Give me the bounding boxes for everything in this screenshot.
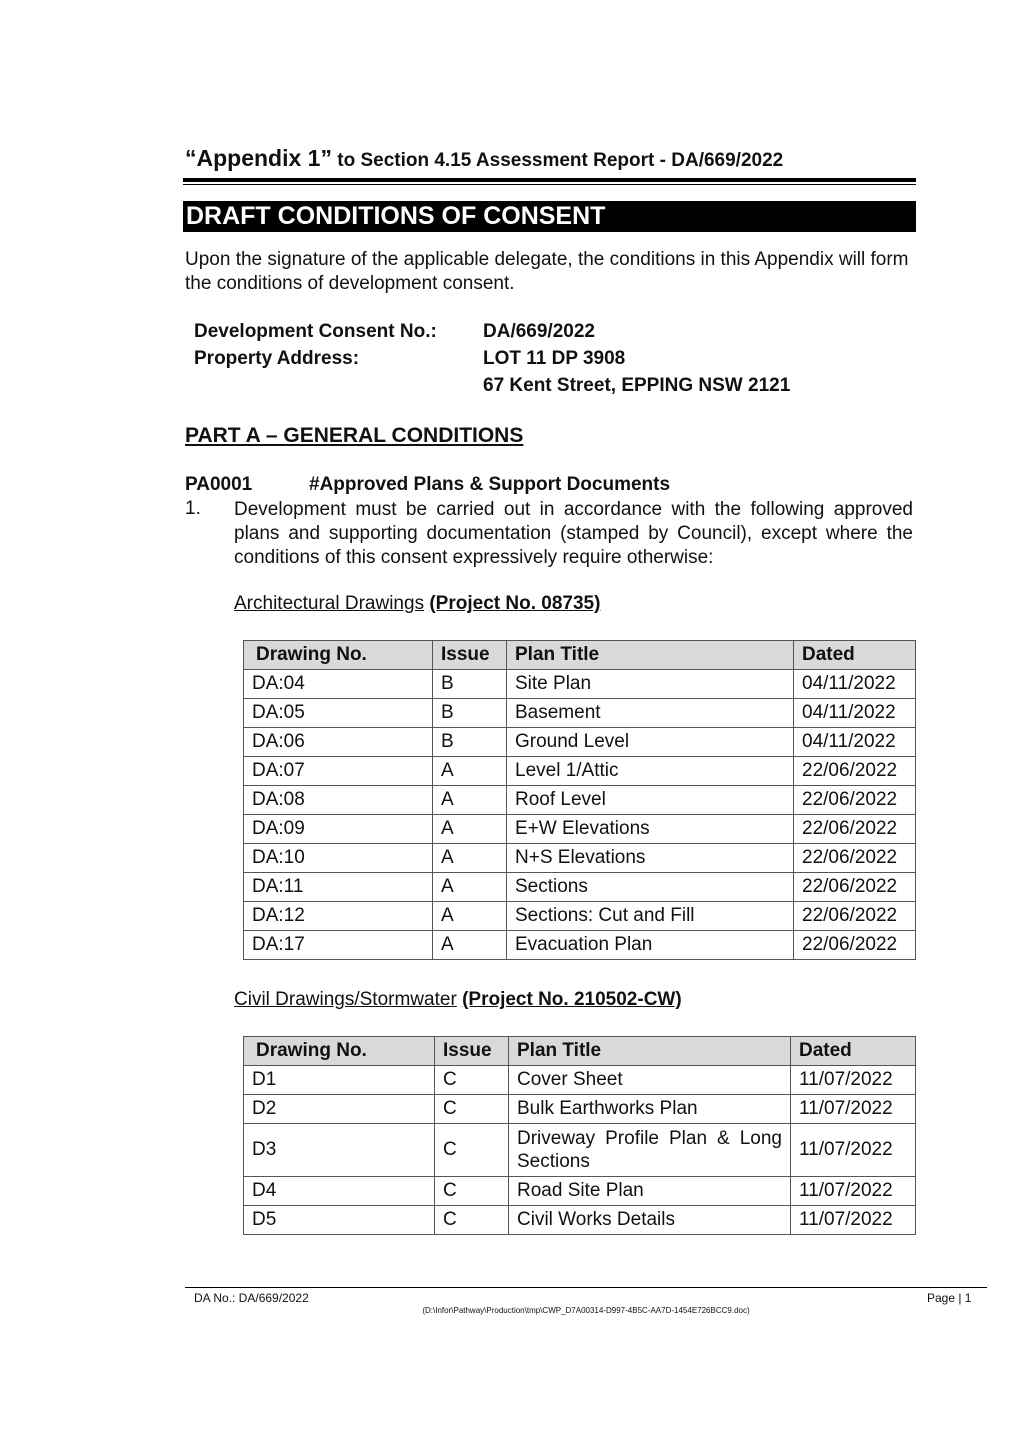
column-header: Drawing No. bbox=[244, 1037, 435, 1066]
dated: 22/06/2022 bbox=[794, 902, 916, 931]
header-rule-thick bbox=[183, 178, 916, 182]
plan-title: N+S Elevations bbox=[507, 844, 794, 873]
issue: A bbox=[433, 902, 507, 931]
property-address-label: Property Address: bbox=[194, 348, 360, 369]
drawing-no: D1 bbox=[244, 1066, 435, 1095]
dated: 11/07/2022 bbox=[791, 1206, 916, 1235]
footer-da-number: DA No.: DA/669/2022 bbox=[194, 1291, 309, 1305]
drawing-no: DA:11 bbox=[244, 873, 433, 902]
column-header: Dated bbox=[791, 1037, 916, 1066]
condition-title: #Approved Plans & Support Documents bbox=[309, 474, 671, 495]
issue: A bbox=[433, 815, 507, 844]
issue: C bbox=[435, 1066, 509, 1095]
column-header: Issue bbox=[433, 641, 507, 670]
civil-drawings-table bbox=[243, 1036, 916, 1235]
civil-project: (Project No. 210502-CW) bbox=[462, 989, 682, 1010]
appendix-header bbox=[185, 145, 915, 172]
table-row bbox=[244, 757, 916, 786]
plan-title: Cover Sheet bbox=[509, 1066, 791, 1095]
dated: 22/06/2022 bbox=[794, 873, 916, 902]
dated: 22/06/2022 bbox=[794, 844, 916, 873]
property-address-line1: LOT 11 DP 3908 bbox=[483, 348, 626, 369]
plan-title: Roof Level bbox=[507, 786, 794, 815]
table-row bbox=[244, 844, 916, 873]
issue: A bbox=[433, 844, 507, 873]
table-row bbox=[244, 1206, 916, 1235]
dated: 04/11/2022 bbox=[794, 670, 916, 699]
appendix-subtitle: to Section 4.15 Assessment Report - DA/669/2022 bbox=[337, 150, 784, 171]
drawing-no: DA:09 bbox=[244, 815, 433, 844]
drawing-no: DA:08 bbox=[244, 786, 433, 815]
plan-title: Level 1/Attic bbox=[507, 757, 794, 786]
table-row bbox=[244, 786, 916, 815]
drawing-no: D2 bbox=[244, 1095, 435, 1124]
consent-number-value: DA/669/2022 bbox=[483, 321, 595, 342]
table-row bbox=[244, 728, 916, 757]
table-header-row bbox=[244, 641, 916, 670]
footer-file-path: (D:\Infor\Pathway\Production\tmp\CWP_D7A00314-D997-4B5C-AA7D-1454E726BCC9.doc) bbox=[422, 1306, 750, 1315]
issue: A bbox=[433, 786, 507, 815]
drawing-no: DA:12 bbox=[244, 902, 433, 931]
dated: 22/06/2022 bbox=[794, 757, 916, 786]
table-row bbox=[244, 1066, 916, 1095]
table-header-row bbox=[244, 1037, 916, 1066]
architectural-drawings-heading bbox=[234, 593, 600, 615]
issue: C bbox=[435, 1177, 509, 1206]
plan-title: Ground Level bbox=[507, 728, 794, 757]
section-banner: DRAFT CONDITIONS OF CONSENT bbox=[183, 201, 916, 232]
civil-label: Civil Drawings/Stormwater bbox=[234, 989, 457, 1010]
issue: A bbox=[433, 873, 507, 902]
table-row bbox=[244, 1177, 916, 1206]
intro-paragraph: Upon the signature of the applicable delegate, the conditions in this Appendix will form the conditions of development consent. bbox=[185, 249, 909, 294]
architectural-project: (Project No. 08735) bbox=[429, 593, 601, 614]
property-address-line2: 67 Kent Street, EPPING NSW 2121 bbox=[483, 375, 791, 396]
condition-text: Development must be carried out in accordance with the following approved plans and supporting documentation (stamped by Council), except where the conditions of this consent expressively require otherwise: bbox=[234, 499, 913, 568]
plan-title: Sections: Cut and Fill bbox=[507, 902, 794, 931]
architectural-label: Architectural Drawings bbox=[234, 593, 425, 614]
dated: 22/06/2022 bbox=[794, 786, 916, 815]
consent-number-label: Development Consent No.: bbox=[194, 321, 437, 342]
table-row bbox=[244, 670, 916, 699]
issue: B bbox=[433, 699, 507, 728]
drawing-no: DA:06 bbox=[244, 728, 433, 757]
drawing-no: D3 bbox=[244, 1124, 435, 1177]
condition-number: 1. bbox=[185, 498, 201, 519]
table-row bbox=[244, 815, 916, 844]
column-header: Plan Title bbox=[507, 641, 794, 670]
plan-title: Sections bbox=[507, 873, 794, 902]
drawing-no: DA:07 bbox=[244, 757, 433, 786]
drawing-no: DA:05 bbox=[244, 699, 433, 728]
plan-title: Driveway Profile Plan & Long Sections bbox=[509, 1124, 791, 1177]
issue: A bbox=[433, 757, 507, 786]
column-header: Dated bbox=[794, 641, 916, 670]
table-row bbox=[244, 873, 916, 902]
dated: 22/06/2022 bbox=[794, 931, 916, 960]
plan-title: Evacuation Plan bbox=[507, 931, 794, 960]
part-a-heading: PART A – GENERAL CONDITIONS bbox=[185, 424, 524, 447]
drawing-no: DA:17 bbox=[244, 931, 433, 960]
table-row bbox=[244, 1095, 916, 1124]
plan-title: Basement bbox=[507, 699, 794, 728]
header-rule-thin bbox=[183, 184, 916, 185]
drawing-no: DA:04 bbox=[244, 670, 433, 699]
plan-title: Civil Works Details bbox=[509, 1206, 791, 1235]
issue: A bbox=[433, 931, 507, 960]
plan-title: Site Plan bbox=[507, 670, 794, 699]
dated: 11/07/2022 bbox=[791, 1095, 916, 1124]
issue: C bbox=[435, 1095, 509, 1124]
plan-title: Bulk Earthworks Plan bbox=[509, 1095, 791, 1124]
condition-code: PA0001 bbox=[185, 474, 253, 495]
issue: B bbox=[433, 728, 507, 757]
table-row bbox=[244, 902, 916, 931]
table-row bbox=[244, 1124, 916, 1177]
column-header: Issue bbox=[435, 1037, 509, 1066]
table-row bbox=[244, 931, 916, 960]
dated: 04/11/2022 bbox=[794, 699, 916, 728]
dated: 04/11/2022 bbox=[794, 728, 916, 757]
civil-drawings-heading bbox=[234, 989, 682, 1011]
column-header: Plan Title bbox=[509, 1037, 791, 1066]
footer-rule bbox=[185, 1287, 987, 1288]
plan-title: Road Site Plan bbox=[509, 1177, 791, 1206]
dated: 11/07/2022 bbox=[791, 1177, 916, 1206]
dated: 22/06/2022 bbox=[794, 815, 916, 844]
dated: 11/07/2022 bbox=[791, 1124, 916, 1177]
issue: B bbox=[433, 670, 507, 699]
table-row bbox=[244, 699, 916, 728]
issue: C bbox=[435, 1206, 509, 1235]
dated: 11/07/2022 bbox=[791, 1066, 916, 1095]
drawing-no: DA:10 bbox=[244, 844, 433, 873]
issue: C bbox=[435, 1124, 509, 1177]
drawing-no: D5 bbox=[244, 1206, 435, 1235]
drawing-no: D4 bbox=[244, 1177, 435, 1206]
architectural-drawings-table bbox=[243, 640, 916, 960]
column-header: Drawing No. bbox=[244, 641, 433, 670]
plan-title: E+W Elevations bbox=[507, 815, 794, 844]
footer-page-number: Page | 1 bbox=[927, 1291, 972, 1305]
appendix-title: “Appendix 1” bbox=[185, 145, 332, 171]
